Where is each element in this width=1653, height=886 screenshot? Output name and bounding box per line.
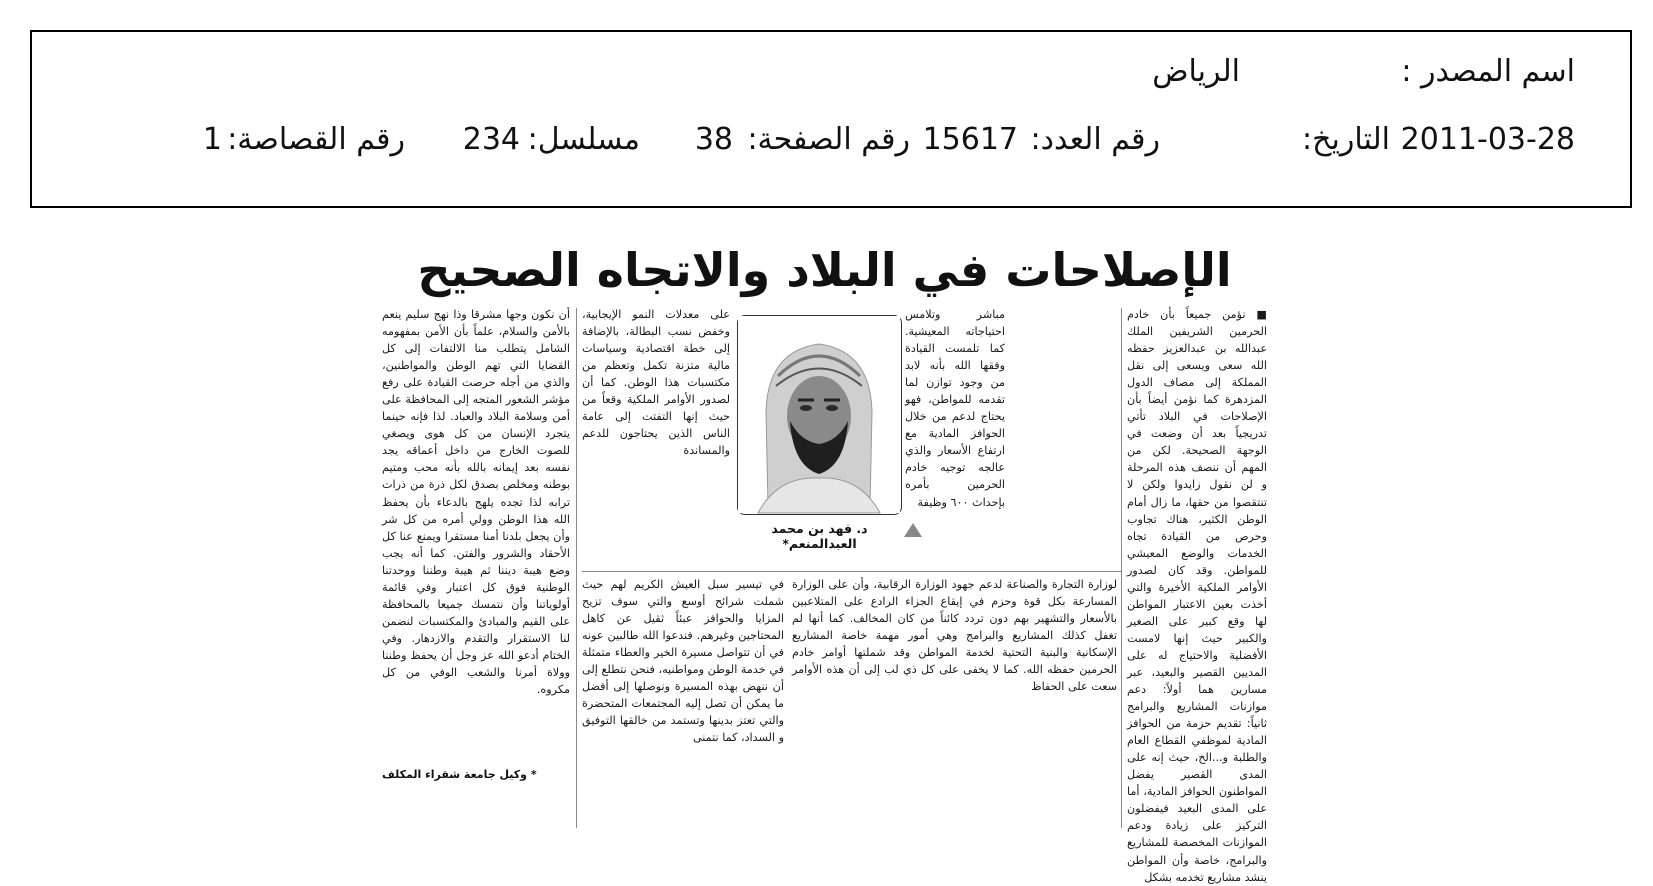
page-label: رقم الصفحة: [747, 122, 910, 157]
author-caption: د. فهد بن محمد العبدالمنعم* [771, 521, 868, 551]
article-headline: الإصلاحات في البلاد والاتجاه الصحيح [417, 243, 1232, 297]
serial-value: 234 [462, 122, 520, 157]
article-column-2-lower: لوزارة التجارة والصناعة لدعم جهود الوزارة الرقابية، وأن على الوزارة المسارعة بكل قوة وحزم في إيقاع الجزاء الرادع على المتلاعبين بالأسعار والتشهير بهم دون تردد كائناً من كان المخالف. كما أنها لم تغفل كذلك المشاريع والبرامج وهي أمور مهمة خاصة المشاريع الإسكانية والبنية التحتية لخدمة المواطن وقد شملتها أوامر خادم الحرمين حفظه الله. كما لا يخفى على كل ذي لب إلى أن هذه الأوامر سعت على الحفاظ [792, 578, 1117, 694]
source-value: الرياض [1152, 54, 1240, 89]
column-divider [576, 308, 577, 828]
article-column-3-upper: على معدلات النمو الإيجابية، وخفض نسب البطالة، بالإضافة إلى خطة اقتصادية وسياسات مالية متزنة تكمل وتعظم من مكتسبات هذا الوطن. كما أن لصدور الأوامر الملكية وقعاً من حيث إنها التفتت إلى عامة الناس الذين يحتاجون للدعم والمساندة [582, 308, 730, 458]
article-column-1: ■ نؤمن جميعاً بأن خادم الحرمين الشريفين الملك عبدالله بن عبدالعزيز حفظه الله سعى ويسعى إلى نقل المملكة إلى مصاف الدول المزدهرة كما نؤمن أيضاً بأن الإصلاحات في البلاد تأتي تدريجياً بعد أن وضعت في الوجهة الصحيحة. لكن من المهم أن ننصف هذه المرحلة و لن نقول زايدوا ولكن لا تنتقصوا من حقها، ما زال أمام الوطن الكثير، هناك تجاوب وحرص من القيادة تجاه الخدمات والوضع المعيشي للمواطن. وقد كان لصدور الأوامر الملكية الأخيرة والتي أخذت بعين الاعتبار المواطن لها وقع كبير على الصغير والكبير حيث إنها لامست الأفضلية والاحتياج له على المديين القصير والبعيد، عبر مسارين هما أولاً: دعم موازنات المشاريع والبرامج ثانياً: تقديم حزمة من الحوافز المادية لموظفي القطاع العام والطلبة و...الخ، حيث إنه على المدى القصير يفضل المواطنون الحوافز المادية، أما على المدى البعيد فيفضلون التركيز على زيادة ودعم الموازنات المخصصة للمشاريع والبرامج، خاصة وأن المواطن ينشد مشاريع تخدمه بشكل [1127, 308, 1267, 884]
column-divider [1121, 308, 1122, 828]
clipping-metadata-box [30, 30, 1632, 208]
article-column-2-upper: مباشر وتلامس احتياجاته المعيشية. كما تلمست القيادة وفقها الله بأنه لابد من وجود توازن لما تقدمه للمواطن، فهو يحتاج لدعم من خلال الحوافز المادية مع ارتفاع الأسعار والذي عالجه توجيه خادم الحرمين بأمره بإحداث ٦٠٠ وظيفة [905, 308, 1005, 509]
issue-value: 15617 [922, 122, 1018, 157]
clip-number-label: رقم القصاصة: [227, 122, 405, 157]
newspaper-clipping [382, 238, 1267, 884]
issue-label: رقم العدد: [1030, 122, 1160, 157]
author-portrait-image [738, 316, 900, 513]
section-divider [582, 571, 1122, 572]
date-label: التاريخ: [1302, 122, 1390, 157]
serial-label: مسلسل: [527, 122, 640, 157]
author-signature: * وكيل جامعة شقراء المكلف [382, 768, 537, 781]
article-column-4: أن نكون وجها مشرقا وذا نهج سليم ينعم بالأمن والسلام، علماً بأن الأمن بمفهومه الشامل يتطلب منا الالتفات إلى كل القضايا التي تهم الوطن والمواطنين، والذي من أجله حرصت القيادة على رفع مؤشر الشعور المتجه إلى المحافظة على أمن وسلامة البلاد والعباد. لذا فإنه حينما يتجرد الإنسان من كل هوى ويصغي للصوت الخارج من داخل أعماقه يجد نفسه بعد إيمانه بالله بأنه محب ومتيم بوطنه ومخلص بصدق لكل ذرة من ذرات ترابه لذا تجده يلهج بالدعاء بأن يحفظ الله هذا الوطن وولي أمره من كل شر وأن يجعل بلدنا أمنا مستقرا ويمنع عنا كل الأحقاد والشرور والفتن. كما أنه يجب وضع هيبة ديننا ثم هيبة وطننا ووحدتنا الوطنية فوق كل اعتبار وفي قائمة أولوياتنا وأن نتمسك جميعا بالمحافظة على القيم والمبادئ والمكتسبات لنضمن لنا الاستقرار والتقدم والازدهار. وفي الختام أدعو الله عز وجل أن يحفظ وطننا وولاة أمرنا والشعب الوفي من كل مكروه. [382, 308, 570, 697]
author-photo-frame [737, 315, 902, 515]
photo-pointer-arrow [904, 523, 922, 537]
article-column-3-lower: في تيسير سبل العيش الكريم لهم حيث شملت شرائح أوسع والتي سوف تزيح المزايا والحوافز عبئاً ثقيل عن كاهل المحتاجين وغيرهم. فندعوا الله طالبين عونه في أن تتواصل مسيرة الخير والعطاء متمثلة في خدمة الوطن ومواطنيه، فنحن نتطلع إلى أن ننهض بهذه المسيرة ونوصلها إلى أفضل ما يمكن أن تصل إليه المجتمعات المتحضرة والتي تعتز بدينها وتستمد من خالقها التوفيق و السداد، كما نتمنى [582, 578, 784, 745]
date-value: 2011-03-28 [1400, 122, 1575, 157]
clip-number-value: 1 [202, 122, 222, 157]
source-label: اسم المصدر : [1401, 54, 1575, 89]
page-value: 38 [694, 122, 733, 157]
